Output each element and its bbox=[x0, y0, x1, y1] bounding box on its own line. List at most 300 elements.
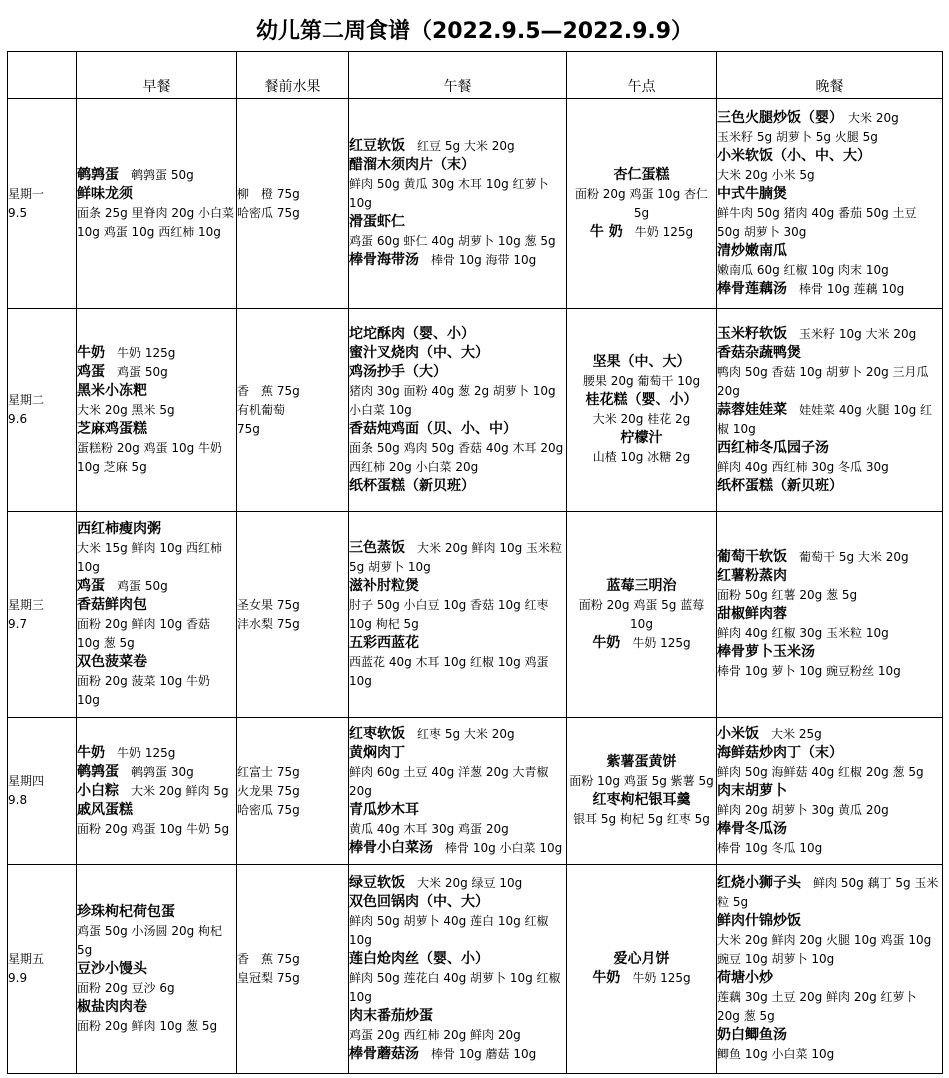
dish-ingredients: 面粉 20g 菠菜 10g 牛奶 10g bbox=[77, 673, 211, 707]
dish-ingredients: 鲜肉 60g 土豆 40g 洋葱 20g 大青椒 20g bbox=[349, 764, 549, 798]
breakfast-item bbox=[77, 166, 236, 185]
fruit-cell bbox=[237, 99, 349, 309]
dish-name: 玉米籽软饭 bbox=[717, 325, 787, 342]
dish-ingredients: 蛋糕粉 20g 鸡蛋 10g 牛奶 10g 芝麻 5g bbox=[77, 440, 223, 474]
header-row bbox=[8, 52, 943, 99]
dish-ingredients: 大米 20g 鲜肉 5g bbox=[131, 783, 229, 798]
fruit-item: 哈密瓜 75g bbox=[237, 205, 300, 220]
breakfast-item bbox=[77, 820, 236, 839]
dish-ingredients: 牛奶 125g bbox=[632, 971, 691, 985]
dish-ingredients: 牛奶 125g bbox=[632, 635, 691, 650]
lunch-item bbox=[349, 744, 566, 763]
dinner-item bbox=[717, 839, 942, 858]
dish-name: 香菇炖鸡面（贝、小、中） bbox=[349, 420, 517, 437]
breakfast-item bbox=[77, 744, 236, 763]
dish-name: 西红柿冬瓜园子汤 bbox=[717, 439, 829, 456]
weekday-label: 星期五 bbox=[8, 952, 45, 966]
fruit-item: 皇冠梨 75g bbox=[237, 971, 300, 985]
lunch-item bbox=[349, 232, 566, 251]
day-row bbox=[8, 99, 943, 309]
dish-ingredients: 牛奶 125g bbox=[117, 745, 176, 760]
dish-name: 鲜味龙须 bbox=[77, 185, 133, 202]
menu-table bbox=[7, 51, 943, 1074]
lunch-item bbox=[349, 325, 566, 344]
dish-ingredients: 鸭肉 50g 香菇 10g 胡萝卜 20g 三月瓜 20g bbox=[717, 364, 929, 398]
dish-ingredients: 大米 25g bbox=[771, 726, 822, 741]
dish-ingredients: 面粉 50g 红薯 20g 葱 5g bbox=[717, 588, 858, 602]
dish-name: 荷塘小炒 bbox=[717, 970, 773, 986]
date-label: 9.8 bbox=[8, 793, 28, 807]
dish-name: 蒜蓉娃娃菜 bbox=[717, 401, 787, 418]
dish-ingredients: 棒骨 10g 莲藕 10g bbox=[799, 281, 905, 296]
snack-item bbox=[567, 791, 716, 810]
date-label: 9.6 bbox=[8, 412, 28, 426]
page-title: 幼儿第二周食谱（2022.9.5—2022.9.9） bbox=[255, 19, 694, 44]
dinner-item bbox=[717, 166, 942, 185]
dish-ingredients: 鲜肉 50g 海鲜菇 40g 红椒 20g 葱 5g bbox=[717, 764, 924, 779]
dish-name: 甜椒鲜肉蓉 bbox=[717, 606, 787, 622]
dish-ingredients: 大米 20g 黑米 5g bbox=[77, 402, 175, 417]
dinner-cell bbox=[717, 309, 943, 512]
dish-ingredients: 鲜肉 50g 莲花白 40g 胡萝卜 10g 红椒 10g bbox=[349, 971, 561, 1004]
snack-item bbox=[567, 753, 716, 772]
dish-name: 棒骨萝卜玉米汤 bbox=[717, 644, 815, 660]
dish-name: 牛 奶 bbox=[589, 223, 623, 240]
dinner-item bbox=[717, 586, 942, 605]
dinner-item bbox=[717, 458, 942, 477]
dish-name: 牛奶 bbox=[592, 970, 621, 986]
breakfast-item bbox=[77, 363, 236, 382]
lunch-item bbox=[349, 137, 566, 156]
dish-name: 五彩西蓝花 bbox=[349, 634, 419, 651]
breakfast-cell bbox=[77, 865, 237, 1074]
breakfast-item bbox=[77, 922, 236, 960]
dish-name: 红枣软饭 bbox=[349, 725, 405, 742]
dish-ingredients: 大米 15g 鲜肉 10g 西红柿 10g bbox=[77, 540, 223, 574]
dinner-item bbox=[717, 242, 942, 261]
snack-item bbox=[567, 634, 716, 653]
dish-ingredients: 面粉 10g 鸡蛋 5g 紫薯 5g bbox=[569, 774, 714, 788]
breakfast-item bbox=[77, 801, 236, 820]
lunch-item bbox=[349, 439, 566, 477]
dish-name: 鹌鹑蛋 bbox=[77, 166, 119, 183]
lunch-item bbox=[349, 577, 566, 596]
dinner-item bbox=[717, 624, 942, 643]
lunch-item bbox=[349, 382, 566, 420]
fruit-cell bbox=[237, 718, 349, 865]
snack-item bbox=[567, 372, 716, 391]
dish-ingredients: 鲜肉 50g 胡萝卜 40g 莲白 10g 红椒 10g bbox=[349, 914, 549, 947]
dish-ingredients: 面粉 20g 豆沙 6g bbox=[77, 980, 175, 995]
dish-name: 莲白炝肉丝（婴、小） bbox=[349, 951, 489, 967]
dish-name: 芝麻鸡蛋糕 bbox=[77, 420, 147, 437]
breakfast-item bbox=[77, 1017, 236, 1036]
fruit-cell bbox=[237, 309, 349, 512]
dinner-item bbox=[717, 204, 942, 242]
dish-name: 绿豆软饭 bbox=[349, 875, 405, 891]
breakfast-cell bbox=[77, 99, 237, 309]
header-day bbox=[8, 52, 77, 99]
fruit-item: 哈密瓜 75g bbox=[237, 802, 300, 817]
dish-ingredients: 大米 20g 绿豆 10g bbox=[417, 876, 523, 890]
lunch-item bbox=[349, 477, 566, 496]
dish-name: 坚果（中、大） bbox=[592, 354, 691, 370]
lunch-cell bbox=[349, 512, 567, 718]
dish-name: 香菇鲜肉包 bbox=[77, 596, 147, 613]
lunch-item bbox=[349, 653, 566, 691]
lunch-item bbox=[349, 763, 566, 801]
dish-ingredients: 面粉 20g 鸡蛋 5g 蓝莓 10g bbox=[578, 597, 705, 631]
dish-name: 棒骨海带汤 bbox=[349, 252, 419, 268]
breakfast-item bbox=[77, 782, 236, 801]
dish-ingredients: 面条 50g 鸡肉 50g 香菇 40g 木耳 20g 西红柿 20g 小白菜 20g bbox=[349, 440, 564, 474]
weekday-label: 星期四 bbox=[8, 774, 45, 788]
dish-name: 清炒嫩南瓜 bbox=[717, 242, 787, 259]
dinner-item bbox=[717, 401, 942, 439]
dish-ingredients: 鲜牛肉 50g 猪肉 40g 番茄 50g 土豆 50g 胡萝卜 30g bbox=[717, 205, 917, 239]
dish-name: 纸杯蛋糕（新贝班） bbox=[349, 477, 475, 494]
snack-cell bbox=[567, 512, 717, 718]
dish-ingredients: 大米 20g 小米 5g bbox=[717, 167, 815, 182]
dish-ingredients: 鲫鱼 10g 小白菜 10g bbox=[717, 1047, 835, 1061]
dish-name: 黑米小冻粑 bbox=[77, 382, 147, 399]
fruit-item: 柳 橙 75g bbox=[237, 186, 300, 201]
dish-ingredients: 鲜肉 50g 藕丁 5g 玉米粒 5g bbox=[717, 876, 939, 909]
header-dinner: 晚餐 bbox=[717, 52, 943, 99]
dish-ingredients: 牛奶 125g bbox=[634, 224, 694, 239]
breakfast-item bbox=[77, 577, 236, 596]
dish-name: 鹌鹑蛋 bbox=[77, 763, 119, 780]
dish-ingredients: 娃娃菜 40g 火腿 10g 红椒 10g bbox=[717, 402, 933, 436]
dish-name: 小白粽 bbox=[77, 782, 119, 799]
day-row bbox=[8, 309, 943, 512]
day-cell bbox=[8, 718, 77, 865]
snack-item bbox=[567, 410, 716, 429]
snack-item bbox=[567, 596, 716, 634]
lunch-item bbox=[349, 363, 566, 382]
day-row bbox=[8, 865, 943, 1074]
breakfast-item bbox=[77, 979, 236, 998]
lunch-item bbox=[349, 420, 566, 439]
dinner-item bbox=[717, 744, 942, 763]
dish-name: 棒骨莲藕汤 bbox=[717, 280, 787, 297]
breakfast-item bbox=[77, 204, 236, 242]
dish-ingredients: 大米 20g 鲜肉 10g 玉米粒 5g 胡萝卜 10g bbox=[349, 540, 563, 574]
day-cell bbox=[8, 512, 77, 718]
weekday-label: 星期一 bbox=[8, 186, 45, 201]
dish-ingredients: 玉米籽 5g 胡萝卜 5g 火腿 5g bbox=[717, 129, 878, 144]
dish-name: 纸杯蛋糕（新贝班） bbox=[717, 477, 843, 494]
breakfast-item bbox=[77, 653, 236, 672]
dinner-item bbox=[717, 912, 942, 931]
breakfast-item bbox=[77, 344, 236, 363]
dinner-item bbox=[717, 763, 942, 782]
snack-item bbox=[567, 950, 716, 969]
fruit-item: 香 蕉 75g bbox=[237, 952, 300, 966]
dinner-item bbox=[717, 325, 942, 344]
lunch-item bbox=[349, 596, 566, 634]
lunch-item bbox=[349, 251, 566, 270]
dish-ingredients: 鹌鹑蛋 30g bbox=[131, 764, 194, 779]
dinner-item bbox=[717, 567, 942, 586]
snack-item bbox=[567, 185, 716, 223]
snack-cell bbox=[567, 865, 717, 1074]
dish-ingredients: 面粉 20g 鲜肉 10g 香菇 10g 葱 5g bbox=[77, 616, 211, 650]
day-cell bbox=[8, 865, 77, 1074]
dish-name: 红薯粉蒸肉 bbox=[717, 568, 787, 584]
dish-ingredients: 鲜肉 40g 红椒 30g 玉米粒 10g bbox=[717, 626, 889, 640]
dish-ingredients: 面粉 20g 鸡蛋 10g 杏仁 5g bbox=[574, 186, 709, 220]
dish-name: 蓝莓三明治 bbox=[606, 577, 677, 594]
snack-item bbox=[567, 772, 716, 791]
dinner-item bbox=[717, 782, 942, 801]
dinner-item bbox=[717, 363, 942, 401]
dish-name: 红烧小狮子头 bbox=[717, 875, 801, 891]
dish-ingredients: 鸡蛋 50g 小汤圆 20g 枸杞 5g bbox=[77, 923, 223, 957]
breakfast-item bbox=[77, 539, 236, 577]
date-label: 9.7 bbox=[8, 616, 28, 631]
lunch-item bbox=[349, 725, 566, 744]
dish-ingredients: 棒骨 10g 蘑菇 10g bbox=[431, 1047, 537, 1061]
header-fruit: 餐前水果 bbox=[237, 52, 349, 99]
dish-ingredients: 猪肉 30g 面粉 40g 葱 2g 胡萝卜 10g 小白菜 10g bbox=[349, 383, 556, 417]
dish-name: 三色蒸饭 bbox=[349, 539, 405, 556]
dish-ingredients: 面条 25g 里脊肉 20g 小白菜 10g 鸡蛋 10g 西红柿 10g bbox=[77, 205, 235, 239]
lunch-item bbox=[349, 874, 566, 893]
lunch-item bbox=[349, 213, 566, 232]
dinner-item bbox=[717, 185, 942, 204]
dinner-item bbox=[717, 725, 942, 744]
dish-name: 小米饭 bbox=[717, 725, 759, 742]
dish-ingredients: 莲藕 30g 土豆 20g 鲜肉 20g 红萝卜 20g 葱 5g bbox=[717, 990, 917, 1023]
dinner-cell bbox=[717, 865, 943, 1074]
dish-name: 坨坨酥肉（婴、小） bbox=[349, 325, 475, 342]
dish-name: 肉末番茄炒蛋 bbox=[349, 1008, 433, 1024]
dish-ingredients: 玉米籽 10g 大米 20g bbox=[799, 326, 917, 341]
snack-item bbox=[567, 391, 716, 410]
dinner-item bbox=[717, 820, 942, 839]
dish-ingredients: 山楂 10g 冰糖 2g bbox=[592, 450, 691, 464]
lunch-item bbox=[349, 839, 566, 858]
lunch-item bbox=[349, 820, 566, 839]
snack-item bbox=[567, 810, 716, 829]
dish-name: 双色回锅肉（中、大） bbox=[349, 894, 489, 910]
dish-ingredients: 肘子 50g 小白豆 10g 香菇 10g 红枣 10g 枸杞 5g bbox=[349, 597, 549, 631]
dish-name: 棒骨冬瓜汤 bbox=[717, 820, 787, 837]
breakfast-item bbox=[77, 998, 236, 1017]
day-cell bbox=[8, 309, 77, 512]
lunch-item bbox=[349, 893, 566, 912]
dish-ingredients: 西蓝花 40g 木耳 10g 红椒 10g 鸡蛋 10g bbox=[349, 654, 549, 688]
breakfast-item bbox=[77, 596, 236, 615]
lunch-item bbox=[349, 1045, 566, 1064]
breakfast-cell bbox=[77, 309, 237, 512]
breakfast-cell bbox=[77, 512, 237, 718]
dinner-item bbox=[717, 344, 942, 363]
breakfast-item bbox=[77, 672, 236, 710]
lunch-cell bbox=[349, 865, 567, 1074]
dish-ingredients: 棒骨 10g 海带 10g bbox=[431, 253, 537, 267]
date-label: 9.5 bbox=[8, 205, 28, 220]
dish-name: 蜜汁叉烧肉（中、大） bbox=[349, 344, 489, 361]
dish-name: 桂花糕（婴、小） bbox=[585, 392, 698, 408]
snack-item bbox=[567, 577, 716, 596]
dinner-item bbox=[717, 548, 942, 567]
lunch-cell bbox=[349, 309, 567, 512]
dinner-item bbox=[717, 874, 942, 912]
dinner-item bbox=[717, 988, 942, 1026]
dish-ingredients: 大米 20g bbox=[848, 110, 899, 125]
lunch-item bbox=[349, 175, 566, 213]
dish-ingredients: 鲜肉 20g 胡萝卜 30g 黄瓜 20g bbox=[717, 802, 889, 817]
dinner-item bbox=[717, 662, 942, 681]
lunch-item bbox=[349, 344, 566, 363]
dinner-cell bbox=[717, 512, 943, 718]
dish-name: 鸡汤抄手（大） bbox=[349, 363, 447, 380]
day-row bbox=[8, 718, 943, 865]
dish-ingredients: 银耳 5g 枸杞 5g 红枣 5g bbox=[573, 812, 710, 826]
dish-name: 紫薯蛋黄饼 bbox=[606, 754, 677, 770]
dish-name: 牛奶 bbox=[77, 744, 105, 761]
dinner-item bbox=[717, 969, 942, 988]
dinner-cell bbox=[717, 99, 943, 309]
snack-item bbox=[567, 429, 716, 448]
dinner-item bbox=[717, 261, 942, 280]
dish-ingredients: 大米 20g 鲜肉 20g 火腿 10g 鸡蛋 10g 豌豆 10g 胡萝卜 10g bbox=[717, 933, 932, 966]
lunch-item bbox=[349, 969, 566, 1007]
breakfast-item bbox=[77, 960, 236, 979]
dish-name: 奶白鲫鱼汤 bbox=[717, 1027, 787, 1043]
lunch-item bbox=[349, 1026, 566, 1045]
dish-name: 葡萄干软饭 bbox=[717, 549, 787, 565]
lunch-item bbox=[349, 1007, 566, 1026]
fruit-item: 火龙果 75g bbox=[237, 783, 300, 798]
dish-ingredients: 面粉 20g 鸡蛋 10g 牛奶 5g bbox=[77, 821, 230, 836]
dish-ingredients: 鲜肉 50g 黄瓜 30g 木耳 10g 红萝卜 10g bbox=[349, 177, 549, 210]
dish-ingredients: 棒骨 10g 萝卜 10g 豌豆粉丝 10g bbox=[717, 664, 901, 678]
dinner-item bbox=[717, 147, 942, 166]
dinner-item bbox=[717, 1026, 942, 1045]
day-cell bbox=[8, 99, 77, 309]
dish-ingredients: 鹌鹑蛋 50g bbox=[131, 167, 194, 182]
dish-name: 青瓜炒木耳 bbox=[349, 801, 419, 818]
dish-ingredients: 面粉 20g 鲜肉 10g 葱 5g bbox=[77, 1018, 218, 1033]
lunch-cell bbox=[349, 718, 567, 865]
dish-name: 中式牛腩煲 bbox=[717, 185, 787, 202]
dish-name: 红豆软饭 bbox=[349, 138, 405, 154]
dish-ingredients: 棒骨 10g 小白菜 10g bbox=[445, 840, 563, 855]
dish-ingredients: 鸡蛋 50g bbox=[117, 364, 168, 379]
snack-item bbox=[567, 448, 716, 467]
header-snack: 午点 bbox=[567, 52, 717, 99]
dish-name: 海鲜菇炒肉丁（末） bbox=[717, 744, 843, 761]
dish-ingredients: 腰果 20g 葡萄干 10g bbox=[582, 374, 701, 388]
breakfast-cell bbox=[77, 718, 237, 865]
dish-name: 黄焖肉丁 bbox=[349, 744, 405, 761]
snack-item bbox=[567, 166, 716, 185]
dinner-item bbox=[717, 801, 942, 820]
dish-ingredients: 棒骨 10g 冬瓜 10g bbox=[717, 840, 823, 855]
dish-name: 珍珠枸杞荷包蛋 bbox=[77, 903, 175, 920]
fruit-item: 圣女果 75g bbox=[237, 597, 300, 612]
fruit-item: 75g bbox=[237, 421, 260, 436]
dinner-item bbox=[717, 280, 942, 299]
dish-name: 鲜肉什锦炒饭 bbox=[717, 913, 801, 929]
breakfast-item bbox=[77, 401, 236, 420]
lunch-cell bbox=[349, 99, 567, 309]
snack-cell bbox=[567, 99, 717, 309]
header-breakfast: 早餐 bbox=[77, 52, 237, 99]
dinner-item bbox=[717, 605, 942, 624]
weekday-label: 星期三 bbox=[8, 597, 45, 612]
fruit-item: 沣水梨 75g bbox=[237, 616, 300, 631]
dish-name: 西红柿瘦肉粥 bbox=[77, 520, 161, 537]
dinner-cell bbox=[717, 718, 943, 865]
weekday-label: 星期二 bbox=[8, 393, 45, 407]
dish-ingredients: 黄瓜 40g 木耳 30g 鸡蛋 20g bbox=[349, 821, 509, 836]
breakfast-item bbox=[77, 903, 236, 922]
lunch-item bbox=[349, 539, 566, 577]
breakfast-item bbox=[77, 763, 236, 782]
lunch-item bbox=[349, 801, 566, 820]
snack-item bbox=[567, 353, 716, 372]
dish-name: 三色火腿炒饭（婴） bbox=[717, 109, 836, 126]
dinner-item bbox=[717, 477, 942, 496]
dish-ingredients: 红豆 5g 大米 20g bbox=[417, 139, 515, 153]
dinner-item bbox=[717, 1045, 942, 1064]
dish-name: 牛奶 bbox=[592, 634, 621, 651]
dinner-item bbox=[717, 643, 942, 662]
snack-item bbox=[567, 223, 716, 242]
dish-name: 肉末胡萝卜 bbox=[717, 782, 787, 799]
lunch-item bbox=[349, 634, 566, 653]
snack-cell bbox=[567, 718, 717, 865]
dish-ingredients: 嫩南瓜 60g 红椒 10g 肉末 10g bbox=[717, 262, 889, 277]
dish-ingredients: 牛奶 125g bbox=[117, 345, 176, 360]
header-lunch: 午餐 bbox=[349, 52, 567, 99]
dish-name: 牛奶 bbox=[77, 344, 105, 361]
dish-ingredients: 大米 20g 桂花 2g bbox=[592, 412, 691, 426]
lunch-item bbox=[349, 950, 566, 969]
lunch-item bbox=[349, 912, 566, 950]
dish-name: 醋溜木须肉片（末） bbox=[349, 157, 475, 173]
fruit-item: 香 蕉 75g bbox=[237, 383, 300, 398]
dinner-item bbox=[717, 128, 942, 147]
dinner-item bbox=[717, 931, 942, 969]
dish-ingredients: 鸡蛋 60g 虾仁 40g 胡萝卜 10g 葱 5g bbox=[349, 234, 556, 248]
breakfast-item bbox=[77, 420, 236, 439]
dish-name: 戚风蛋糕 bbox=[77, 801, 133, 818]
dish-name: 红枣枸杞银耳羹 bbox=[592, 792, 691, 808]
dish-name: 杏仁蛋糕 bbox=[613, 166, 670, 183]
dish-name: 小米软饭（小、中、大） bbox=[717, 147, 871, 164]
snack-cell bbox=[567, 309, 717, 512]
snack-item bbox=[567, 969, 716, 988]
dish-ingredients: 红枣 5g 大米 20g bbox=[417, 726, 515, 741]
dish-ingredients: 鲜肉 40g 西红柿 30g 冬瓜 30g bbox=[717, 459, 889, 474]
dish-name: 香菇杂蔬鸭煲 bbox=[717, 344, 801, 361]
breakfast-item bbox=[77, 439, 236, 477]
dish-name: 爱心月饼 bbox=[613, 951, 670, 967]
dish-name: 双色菠菜卷 bbox=[77, 653, 147, 670]
dish-name: 棒骨蘑菇汤 bbox=[349, 1046, 419, 1062]
date-label: 9.9 bbox=[8, 971, 28, 985]
breakfast-item bbox=[77, 185, 236, 204]
breakfast-item bbox=[77, 382, 236, 401]
dinner-item bbox=[717, 439, 942, 458]
dish-ingredients: 鸡蛋 50g bbox=[117, 578, 168, 593]
dish-name: 棒骨小白菜汤 bbox=[349, 839, 433, 856]
